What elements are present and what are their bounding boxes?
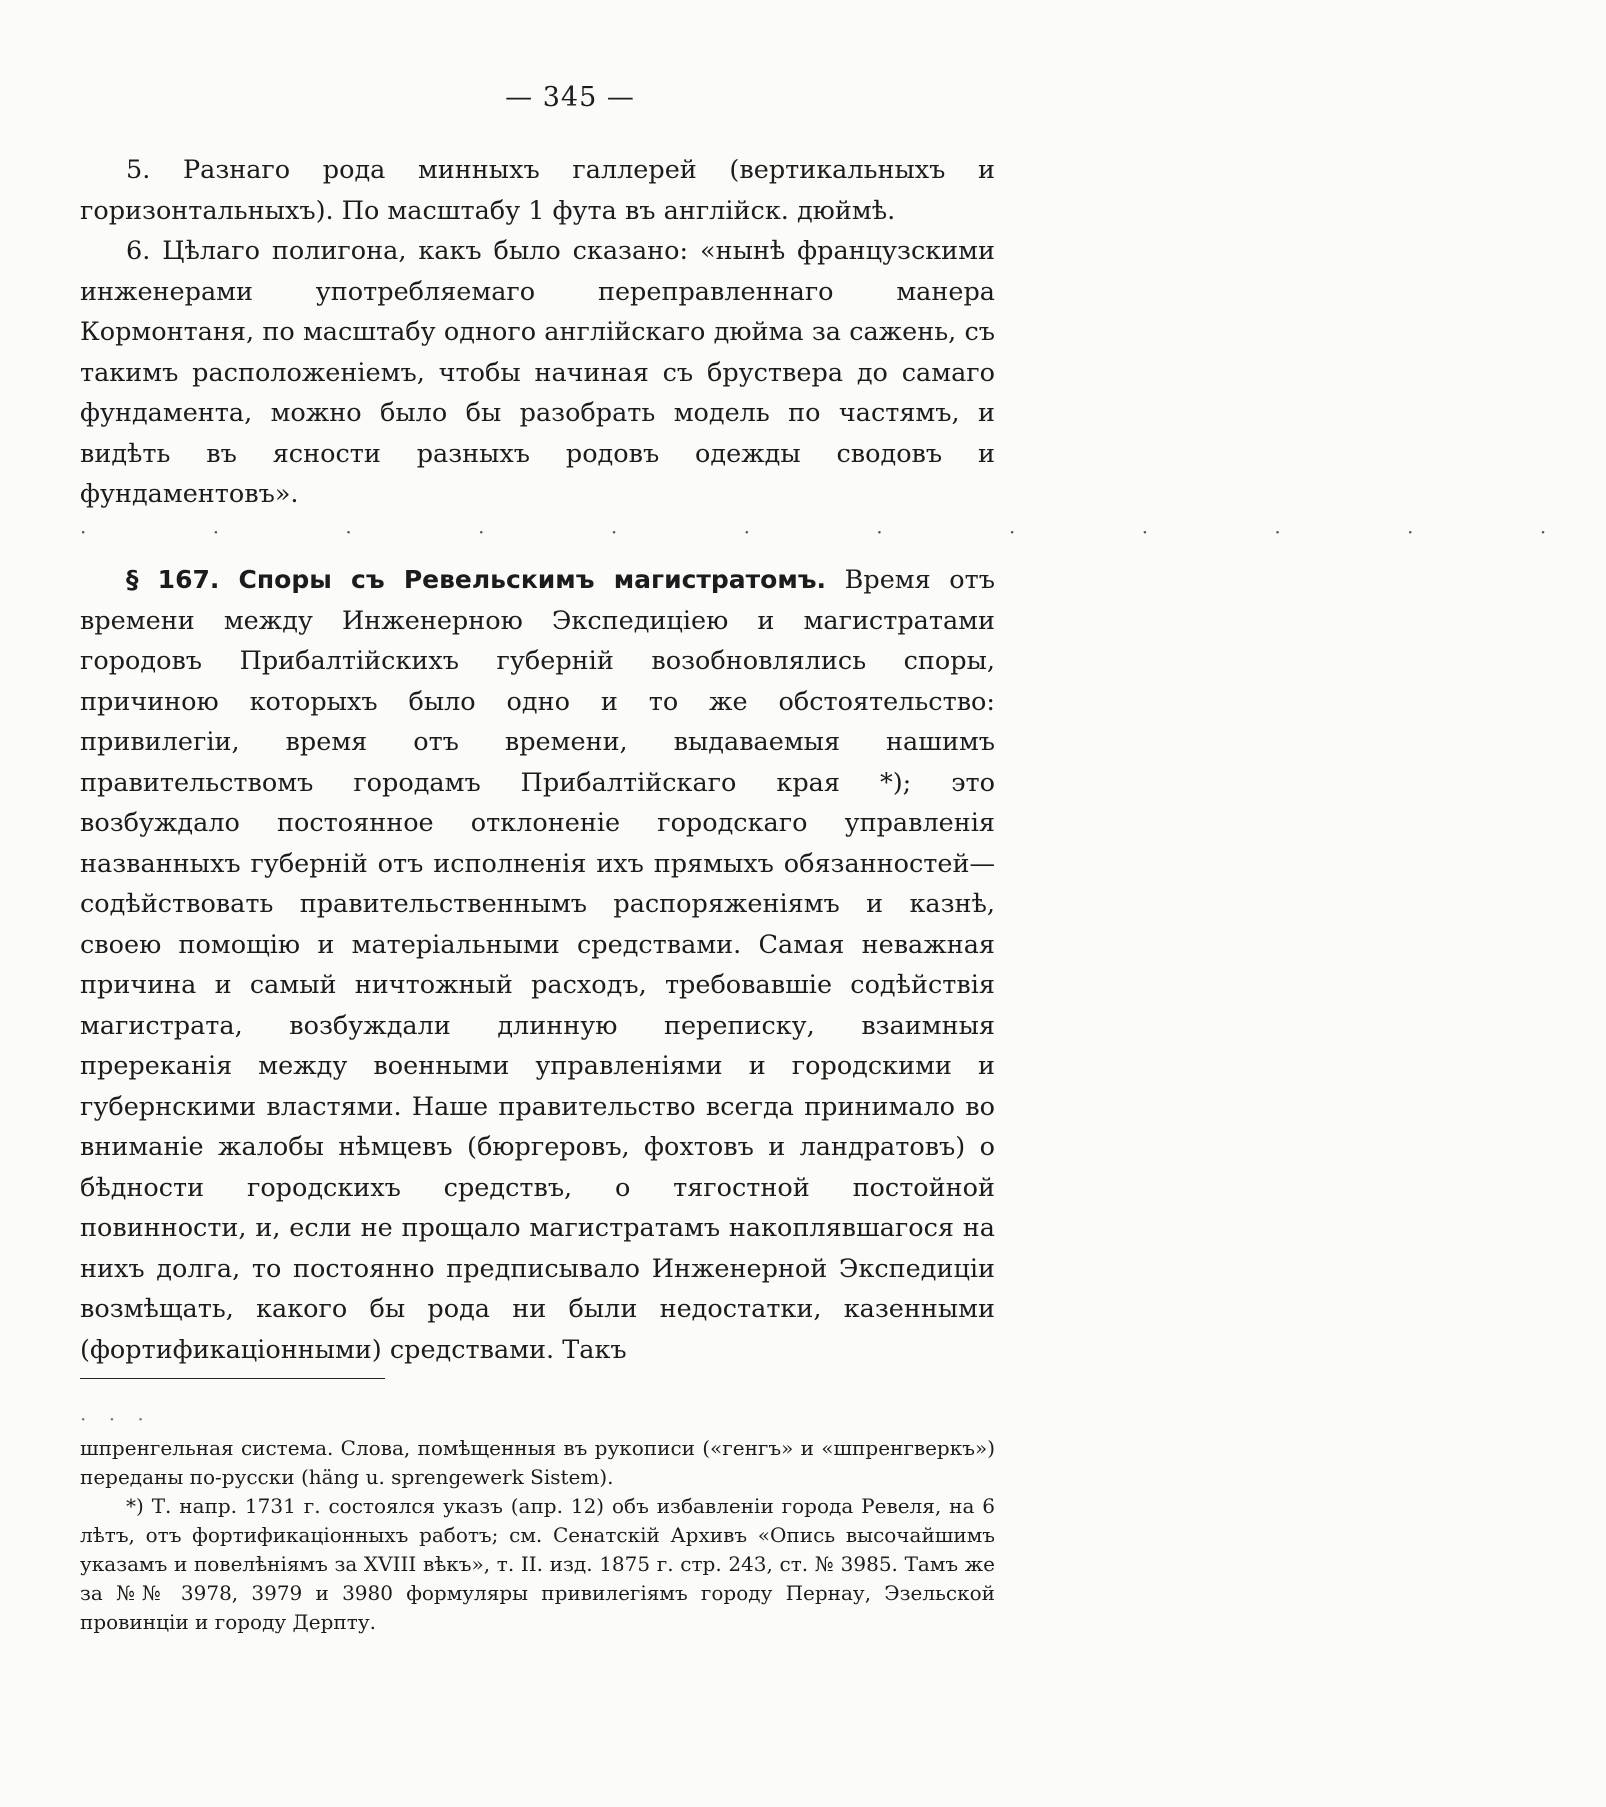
paragraph-item-6: 6. Цѣлаго полигона, какъ было сказано: «нынѣ французскими инженерами употребляемаго переправленнаго манера Кормонтаня, по масштабу одного англійскаго дюйма за сажень, съ такимъ расположеніемъ, чтобы начиная съ бруствера до самаго фундамента, можно было бы разобрать модель по частямъ, и видѣть въ ясности разныхъ родовъ одежды сводовъ и фундаментовъ». bbox=[80, 236, 995, 509]
footnotes-block bbox=[80, 1405, 995, 1637]
paragraph-item-5: 5. Разнаго рода минныхъ галлерей (вертикальныхъ и горизонтальныхъ). По масштабу 1 фута въ англійск. дюймѣ. bbox=[80, 155, 995, 226]
footnote-specks: · · · bbox=[80, 1407, 152, 1431]
footnote-continued bbox=[80, 1405, 995, 1492]
section-paragraph bbox=[80, 560, 995, 1370]
footnote-star: *) Т. напр. 1731 г. состоялся указъ (апр. 12) объ избавленіи города Ревеля, на 6 лѣтъ, отъ фортификаціонныхъ работъ; см. Сенатскій Архивъ «Опись высочайшимъ указамъ и повелѣніямъ за XVIII вѣкъ», т. II. изд. 1875 г. стр. 243, ст. № 3985. Тамъ же за №№ 3978, 3979 и 3980 формуляры привилегіямъ городу Пернау, Эзельской провинціи и городу Дерпту. bbox=[80, 1494, 995, 1634]
footnote-continued-text: шпренгельная система. Слова, помѣщенныя въ рукописи («генгъ» и «шпренгверкъ») переданы по-русски (häng u. sprengewerk Sistem). bbox=[80, 1436, 995, 1489]
section-body: Время отъ времени между Инженерною Экспедиціею и магистратами городовъ Прибалтійскихъ губерній возобновлялись споры, причиною которыхъ было одно и то же обстоятельство: привилегіи, время отъ времени, выдаваемыя нашимъ правительствомъ городамъ Прибалтійскаго края *); это возбуждало постоянное отклоненіе городскаго управленія названныхъ губерній отъ исполненія ихъ прямыхъ обязанностей—содѣйствовать правительственнымъ распоряженіямъ и казнѣ, своею помощію и матеріальными средствами. Самая неважная причина и самый ничтожный расходъ, требовавшіе содѣйствія магистрата, возбуждали длинную переписку, взаимныя пререканія между военными управленіями и городскими и губернскими властями. Наше правительство всегда принимало во вниманіе жалобы нѣмцевъ (бюргеровъ, фохтовъ и ландратовъ) о бѣдности городскихъ средствъ, о тягостной постойной повинности, и, если не прощало магистратамъ накоплявшагося на нихъ долга, то постоянно предписывало Инженерной Экспедиціи возмѣщать, какого бы рода ни были недостатки, казенными (фортификаціонными) средствами. Такъ bbox=[80, 565, 995, 1365]
main-text-block bbox=[80, 150, 995, 515]
scan-specks: · · · · · · · · · · · · bbox=[80, 520, 1606, 544]
page-number: — 345 — bbox=[505, 82, 635, 113]
section-167 bbox=[80, 560, 995, 1370]
section-heading: § 167. Споры съ Ревельскимъ магистратомъ. bbox=[126, 565, 827, 594]
footnote-divider bbox=[80, 1378, 385, 1379]
